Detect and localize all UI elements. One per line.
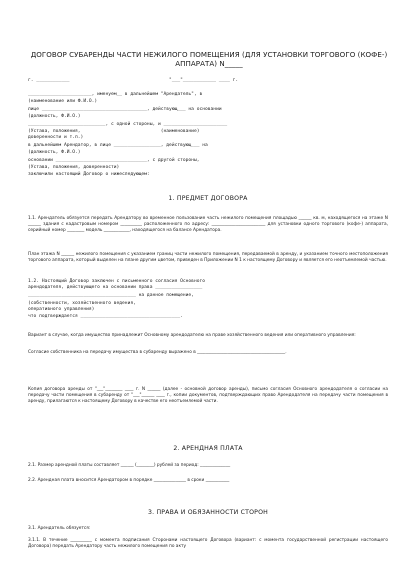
header-line: основании _________________________________, с другой стороны, [28, 158, 200, 163]
paragraph-1-plan: План этажа N ______ нежилого помещения с указанием границ части нежилого помещения, передаваемой в аренду, и указанием точного местоположения торгового аппарата, который выделен на плане другим цветом, приведен в Приложении N 1 к настоящему Договору и является его неотъемлемой частью. [28, 252, 388, 264]
header-line: заключили настоящий Договор о нижеследующем: [28, 172, 150, 177]
header-line: (должность, Ф.И.О.) [28, 114, 81, 119]
paragraph-2-1: 2.1. Размер арендной платы составляет ______ (________) рублей за период: ______________ [28, 463, 231, 468]
header-line: доверенности и т.п.) [28, 135, 84, 140]
section-heading-3: 3. ПРАВА И ОБЯЗАННОСТИ СТОРОН [147, 509, 269, 516]
paragraph-variant: Вариант в случае, когда имущество принадлежит Основному арендодателю на праве хозяйственного ведения или оперативного управления: [28, 333, 356, 338]
section-heading-1: 1. ПРЕДМЕТ ДОГОВОРА [168, 195, 248, 202]
paragraph-owner-consent: Согласие собственника на передачу имущества в субаренду выражено в _________________________________________. [28, 350, 287, 355]
header-line: (Устава, положения, доверенности) [28, 165, 120, 170]
paragraph-3-1: 3.1. Арендатель обязуется: [28, 526, 91, 531]
document-title: ДОГОВОР СУБАРЕНДЫ ЧАСТИ НЕЖИЛОГО ПОМЕЩЕНИЯ (ДЛЯ УСТАНОВКИ ТОРГОВОГО (КОФЕ-) АППАРАТА) N_____ [30, 50, 388, 68]
header-line: лице ______________________________________, действующ___ на основании [28, 107, 222, 112]
paragraph-1-2-line: 1.2. Настоящий Договор заключен с письменного согласия Основного [28, 279, 206, 284]
paragraph-1-2-line: _______________________________________ на данное помещение, [28, 293, 194, 298]
header-line: _______________________, именуем__ в дальнейшем "Арендатель", в [28, 92, 203, 97]
header-line: ____________________________, с одной стороны, и _______________________ [28, 122, 228, 127]
paragraph-1-2-line: арендодателя, действующего на основании права _________________ [28, 285, 203, 290]
paragraph-1-1: 1.1. Арендатель обязуется передать Арендатору во временное пользование часть нежилого помещения площадью ______ кв. м, находящегося на этаже N ______ здания с кадастровым номером __________ расположенного по адресу: _________________________ для установки одного торгового (кофе-) аппарата, серийный номер ________ модель ____________, находящегося на балансе Арендатора. [28, 216, 388, 234]
header-line: (должность, Ф.И.О.) [28, 150, 81, 155]
header-line: в дальнейшем Арендатор, в лице _________________, действующ___ на [28, 143, 208, 148]
paragraph-copies: Копия договора аренды от "___"________ ____ г. N ______ (далее - основной договор аренды), письмо согласия Основного арендодателя о согласии на передачу части помещения в субаренду от "___"______ ____ г., копии документов, подтверждающих право Арендодателя на передачу части помещения в аренду, прилагаются к настоящему Договору в качестве его неотъемлемой части. [28, 387, 388, 405]
paragraph-3-1-1: 3.1.1. В течение __________ с момента подписания Сторонами настоящего Договора (вариант: с момента государственной регистрации настоящего Договора) передать Арендатору часть нежилого помещения по акту [28, 538, 388, 550]
paragraph-1-2-line: (собственности, хозяйственного ведения, [28, 301, 136, 306]
paragraph-1-2-line: что подтверждается ____________________________________. [28, 314, 183, 319]
header-line: (Устава, положения, (наименование) [28, 129, 200, 134]
section-heading-2: 2. АРЕНДНАЯ ПЛАТА [173, 445, 243, 452]
paragraph-2-2: 2.2. Арендная плата вносится Арендатором в порядке _______________ в сроки ___________ [28, 478, 230, 483]
header-line: (наименование или Ф.И.О.) [28, 99, 98, 104]
header-line: г. ____________ "___"____________ ____ г. [28, 78, 239, 83]
paragraph-1-2-line: оперативного управления) [28, 307, 95, 312]
